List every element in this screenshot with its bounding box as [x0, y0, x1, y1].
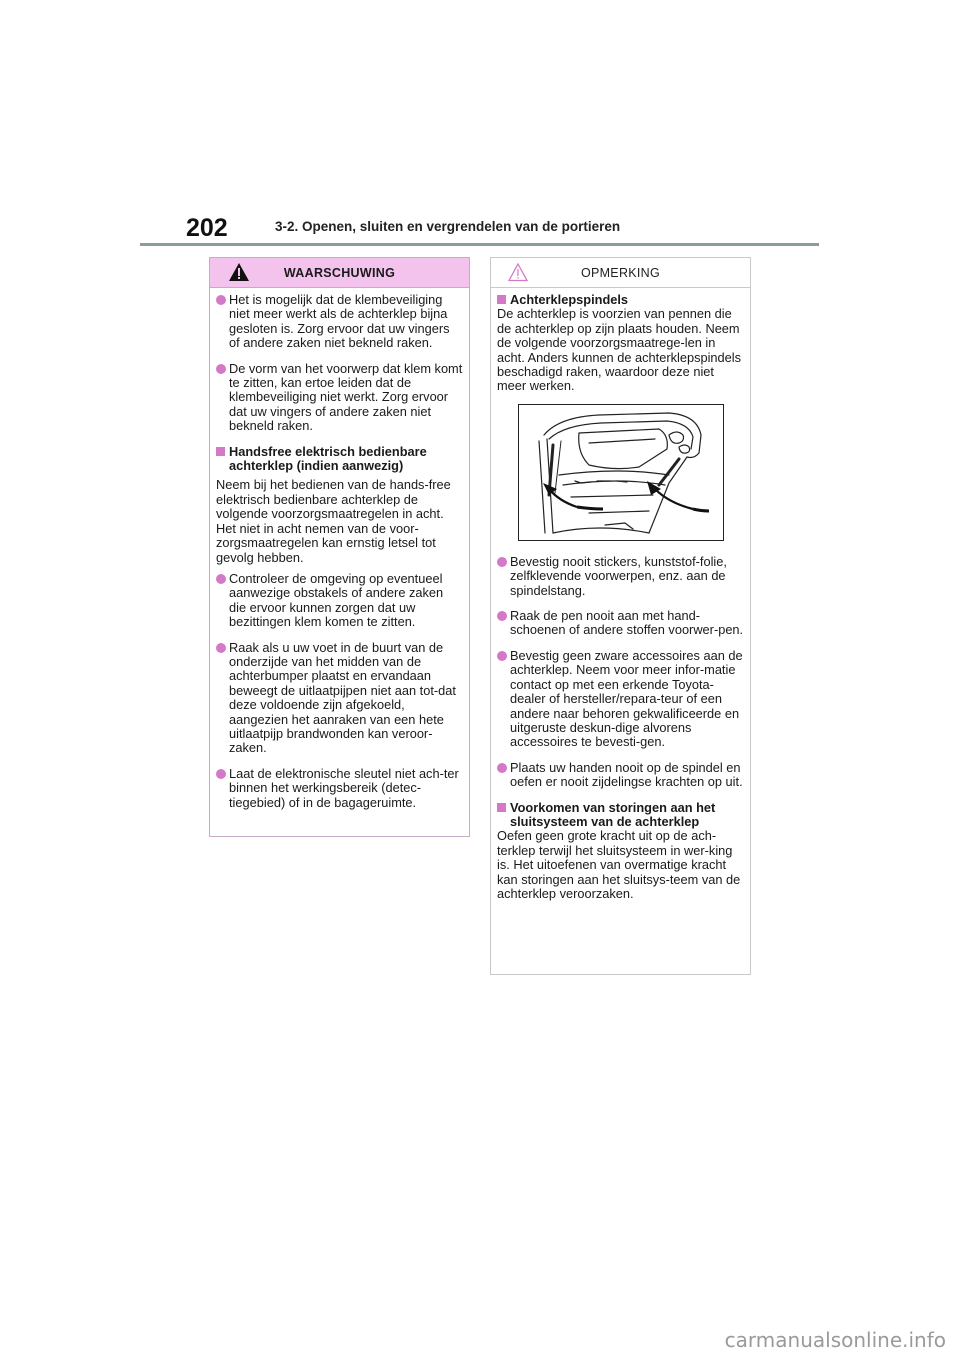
bullet-icon [497, 651, 507, 661]
bullet-text: Plaats uw handen nooit op de spindel en oefen er nooit zijdelingse krachten op uit. [510, 759, 743, 790]
list-item [216, 293, 463, 351]
section-title: Voorkomen van storingen aan het sluitsysteem van de achterklep [510, 799, 716, 829]
bullet-icon [497, 763, 507, 773]
note-header [491, 258, 750, 288]
bullet-text: Bevestig geen zware accessoires aan de achterklep. Neem voor meer infor-matie contact op met een erkende Toyota-dealer of hersteller/repara-teur of een andere naar behoren gekwalificeerde en uitgeruste deskun-dige alvorens accessoires te bevesti-gen. [510, 647, 743, 750]
header-rule [140, 243, 819, 246]
square-bullet-icon [497, 295, 506, 304]
bullet-text: Raak als u uw voet in de buurt van de onderzijde van het midden van de achterbumper plaatst en ervandaan beweegt de uitlaatpijpen niet aan tot-dat deze voldoende zijn afgekoeld, aangezien het aanraken van een hete uitlaatpijp brandwonden kan veroor-zaken. [229, 639, 456, 756]
caution-triangle-outline-icon [507, 262, 529, 282]
section-text: De achterklep is voorzien van pennen die de achterklep op zijn plaats houden. Neem de volgende voorzorgsmaatrege-len in acht. Anders kunnen de achterklepspindels beschadigd raken, waardoor deze niet meer werken. [497, 306, 742, 394]
section-title: Achterklepspindels [510, 292, 629, 307]
watermark: carmanualsonline.info [724, 1328, 946, 1352]
bullet-icon [216, 574, 226, 584]
list-item [216, 362, 463, 434]
bullet-text: Bevestig nooit stickers, kunststof-folie, zelfklevende voorwerpen, enz. aan de spindelstang. [510, 553, 727, 598]
section-text: Oefen geen grote kracht uit op de ach-terklep terwijl het sluitsysteem in wer-king is. Het uitoefenen van overmatige kracht kan storingen aan het sluitsys-teem van de achterklep veroorzaken. [497, 828, 741, 901]
page-number: 202 [186, 214, 228, 242]
section-heading [497, 293, 744, 307]
list-item [497, 649, 744, 750]
list-item [497, 761, 744, 790]
chapter-title: 3-2. Openen, sluiten en vergrendelen van de portieren [275, 219, 621, 234]
bullet-icon [497, 557, 507, 567]
bullet-icon [216, 643, 226, 653]
bullet-icon [216, 364, 226, 374]
bullet-text: Controleer de omgeving op eventueel aanwezige obstakels of andere zaken die ervoor kunnen zorgen dat uw bezittingen klem komen te zitten. [229, 570, 444, 630]
bullet-icon [216, 295, 226, 305]
bullet-text: De vorm van het voorwerp dat klem komt te zitten, kan ertoe leiden dat de klembeveiliging niet werkt. Zorg ervoor dat uw vingers of andere zaken niet bekneld raken. [229, 360, 463, 434]
warning-title: WAARSCHUWING [283, 265, 396, 280]
warning-header [210, 258, 469, 288]
square-bullet-icon [216, 447, 225, 456]
note-title: OPMERKING [580, 265, 661, 280]
bullet-text: Het is mogelijk dat de klembeveiliging niet meer werkt als de achterklep bijna gesloten is. Zorg ervoor dat uw vingers of andere zaken niet bekneld raken. [229, 292, 450, 351]
bullet-icon [216, 769, 226, 779]
bullet-icon [497, 611, 507, 621]
note-body [491, 288, 750, 901]
section-heading [216, 445, 463, 474]
list-item [216, 767, 463, 810]
warning-body [210, 288, 469, 810]
section-heading [497, 801, 744, 830]
bullet-text: Laat de elektronische sleutel niet ach-ter binnen het werkingsbereik (detec-tiegebied) of in de bagageruimte. [229, 765, 459, 810]
warning-triangle-icon [228, 262, 250, 282]
note-box [490, 257, 751, 975]
list-item [216, 572, 463, 630]
list-item [216, 641, 463, 756]
list-item [497, 609, 744, 638]
square-bullet-icon [497, 803, 506, 812]
tailgate-drawing [519, 405, 723, 540]
list-item [497, 555, 744, 598]
bullet-text: Raak de pen nooit aan met hand-schoenen of andere stoffen voorwer-pen. [510, 608, 744, 638]
warning-box [209, 257, 470, 837]
section-text: Neem bij het bedienen van de hands-free elektrisch bedienbare achterklep de volgende voorzorgsmaatregelen in acht. Het niet in acht nemen van de voor-zorgsmaatregelen kan ernstig letsel tot gevolg hebben. [216, 477, 451, 565]
section-title: Handsfree elektrisch bedienbare achterklep (indien aanwezig) [229, 443, 427, 474]
tailgate-illustration [518, 404, 724, 541]
